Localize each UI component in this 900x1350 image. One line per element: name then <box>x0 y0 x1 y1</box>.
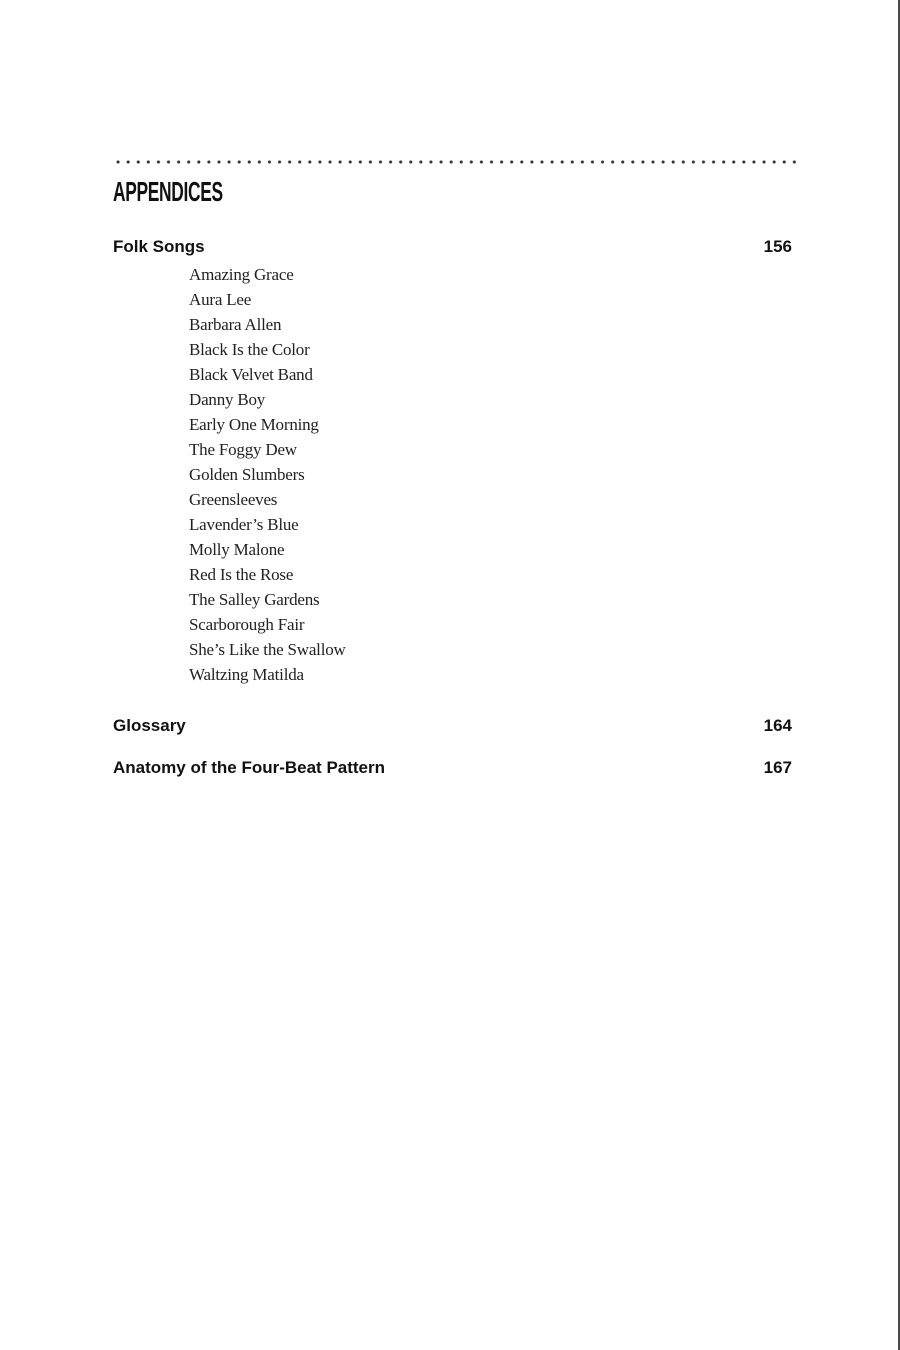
song-item[interactable]: Aura Lee <box>189 290 252 309</box>
section-title: APPENDICES <box>113 176 223 207</box>
song-item[interactable]: She’s Like the Swallow <box>189 640 346 659</box>
song-item[interactable]: Red Is the Rose <box>189 565 294 584</box>
dotted-divider <box>113 160 798 164</box>
song-item[interactable]: Molly Malone <box>189 540 285 559</box>
toc-entry-page-number: 164 <box>763 716 792 735</box>
toc-entry-label: Folk Songs <box>113 237 205 256</box>
toc-entries <box>113 236 798 779</box>
song-item[interactable]: Black Velvet Band <box>189 365 313 384</box>
toc-entry-folk-songs[interactable] <box>113 236 792 258</box>
song-item[interactable]: The Salley Gardens <box>189 590 320 609</box>
song-item[interactable]: Barbara Allen <box>189 315 282 334</box>
song-item[interactable]: Lavender’s Blue <box>189 515 299 534</box>
song-item[interactable]: Amazing Grace <box>189 265 294 284</box>
toc-entry-page-number: 156 <box>763 237 792 256</box>
toc-entry-label: Anatomy of the Four-Beat Pattern <box>113 758 386 777</box>
song-item[interactable]: Golden Slumbers <box>189 465 305 484</box>
song-item[interactable]: Waltzing Matilda <box>189 665 304 684</box>
song-item[interactable]: Danny Boy <box>189 390 266 409</box>
toc-entry-anatomy[interactable] <box>113 757 792 779</box>
folk-songs-list <box>113 262 798 687</box>
toc-entry-label: Glossary <box>113 716 186 735</box>
song-item[interactable]: Scarborough Fair <box>189 615 305 634</box>
toc-entry-page-number: 167 <box>763 758 792 777</box>
song-item[interactable]: Black Is the Color <box>189 340 310 359</box>
song-item[interactable]: Early One Morning <box>189 415 319 434</box>
appendices-toc <box>113 160 798 779</box>
song-item[interactable]: Greensleeves <box>189 490 278 509</box>
toc-entry-glossary[interactable] <box>113 715 792 737</box>
song-item[interactable]: The Foggy Dew <box>189 440 297 459</box>
